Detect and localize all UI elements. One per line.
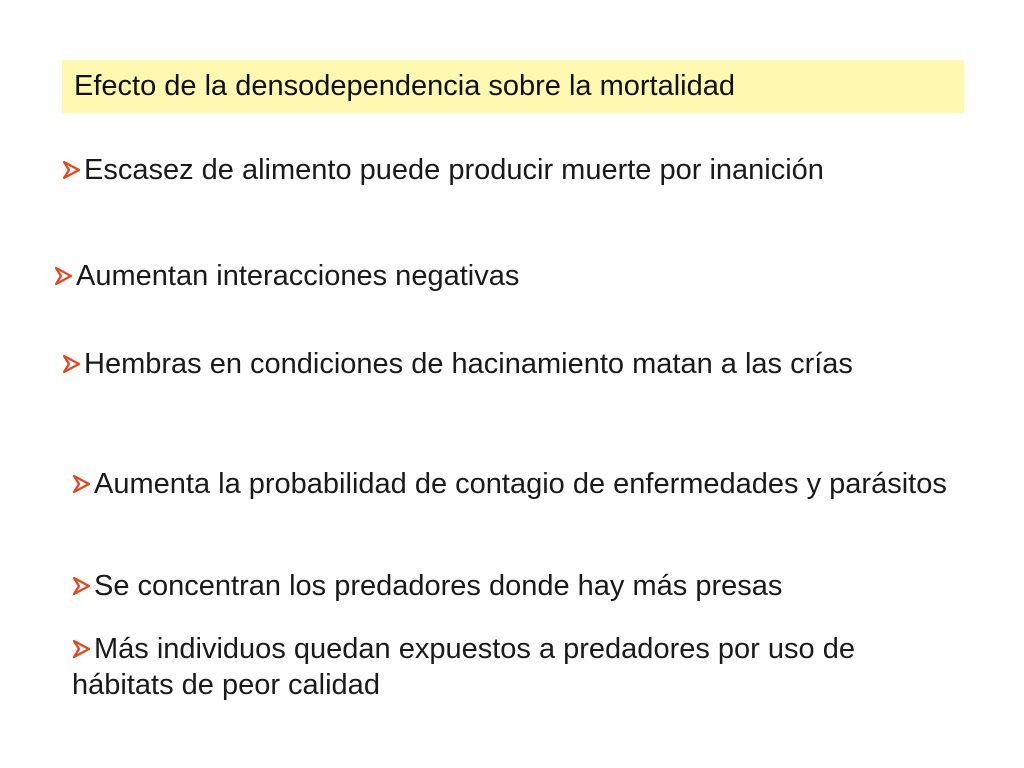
- slide-title: Efecto de la densodependencia sobre la mortalidad: [74, 70, 736, 102]
- bullet-item: [72, 568, 952, 604]
- bullet-text: Escasez de alimento puede producir muerte por inanición: [84, 154, 824, 186]
- bullet-text: Aumenta la probabilidad de contagio de enfermedades y parásitos: [94, 468, 947, 500]
- arrow-bullet-icon: [54, 266, 74, 286]
- bullet-item: [62, 346, 932, 382]
- bullet-text: Más individuos quedan expuestos a predadores por uso de hábitats de peor calidad: [72, 633, 855, 701]
- bullet-text: Se concentran los predadores donde hay más presas: [94, 570, 783, 602]
- bullet-text: Aumentan interacciones negativas: [76, 260, 520, 292]
- arrow-bullet-icon: [62, 354, 82, 374]
- bullet-item: [72, 466, 952, 502]
- arrow-bullet-icon: [72, 474, 92, 494]
- bullet-item: [62, 152, 862, 188]
- bullet-text: Hembras en condiciones de hacinamiento matan a las crías: [84, 348, 853, 380]
- arrow-bullet-icon: [72, 639, 92, 659]
- bullet-item: [72, 631, 932, 703]
- arrow-bullet-icon: [72, 576, 92, 596]
- arrow-bullet-icon: [62, 160, 82, 180]
- slide-title-box: [62, 60, 964, 113]
- bullet-item: [54, 258, 854, 294]
